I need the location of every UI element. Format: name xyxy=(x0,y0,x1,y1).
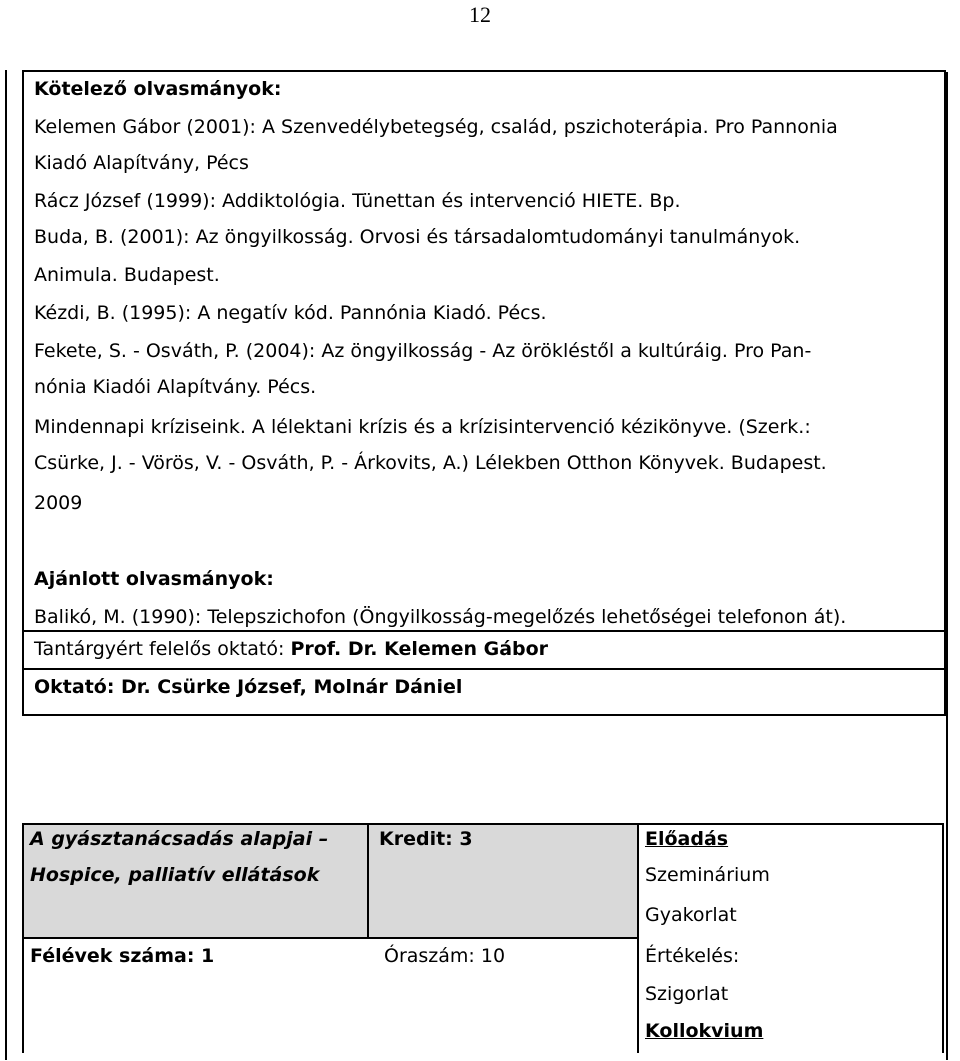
table-border xyxy=(22,823,944,825)
course-title-line1: A gyásztanácsadás alapjai – xyxy=(30,828,329,850)
required-reading-line: Csürke, J. - Vörös, V. - Osváth, P. - Árkovits, A.) Lélekben Otthon Könyvek. Budapest. xyxy=(34,452,827,474)
required-reading-line: Rácz József (1999): Addiktológia. Tünettan és intervenció HIETE. Bp. xyxy=(34,190,681,212)
eval-option-colloquium: Kollokvium xyxy=(645,1020,764,1042)
course-title-line2: Hospice, palliatív ellátások xyxy=(30,864,320,886)
table-border xyxy=(942,823,944,1053)
recommended-reading-heading: Ajánlott olvasmányok: xyxy=(34,568,274,590)
page-number: 12 xyxy=(469,2,491,27)
required-reading-line: Kelemen Gábor (2001): A Szenvedélybetegség, család, pszichoterápia. Pro Pannonia xyxy=(34,116,838,138)
required-reading-line: Kiadó Alapítvány, Pécs xyxy=(34,152,249,174)
semesters-label: Félévek száma: 1 xyxy=(30,945,215,967)
course-info-table xyxy=(22,823,944,1053)
reading-list-box xyxy=(22,70,946,716)
required-reading-line: Mindennapi kríziseink. A lélektani krízis és a krízisintervenció kézikönyve. (Szerk.: xyxy=(34,416,811,438)
required-reading-line: Buda, B. (2001): Az öngyilkosság. Orvosi és társadalomtudományi tanulmányok. xyxy=(34,226,801,248)
table-border xyxy=(637,823,639,1053)
eval-option-rigorosum: Szigorlat xyxy=(645,983,729,1005)
required-reading-line: Fekete, S. - Osváth, P. (2004): Az öngyilkosság - Az örökléstől a kultúráig. Pro Pan- xyxy=(34,340,812,362)
credit-label: Kredit: 3 xyxy=(379,828,473,850)
table-border xyxy=(22,937,637,939)
required-reading-line: Animula. Budapest. xyxy=(34,264,220,286)
responsible-name: Prof. Dr. Kelemen Gábor xyxy=(290,638,549,660)
required-reading-line: 2009 xyxy=(34,492,83,514)
required-reading-line: nónia Kiadói Alapítvány. Pécs. xyxy=(34,376,317,398)
page-left-border xyxy=(5,70,7,1060)
page-right-border xyxy=(946,72,948,1060)
table-border xyxy=(367,823,369,937)
type-option-lecture: Előadás xyxy=(645,828,729,850)
required-reading-heading: Kötelező olvasmányok: xyxy=(34,78,282,100)
responsible-label: Tantárgyért felelős oktató: xyxy=(34,638,291,660)
type-option-practice: Gyakorlat xyxy=(645,904,737,926)
evaluation-label: Értékelés: xyxy=(645,945,740,967)
teacher-line: Oktató: Dr. Csürke József, Molnár Dániel xyxy=(34,676,463,698)
required-reading-line: Kézdi, B. (1995): A negatív kód. Pannónia Kiadó. Pécs. xyxy=(34,302,547,324)
hours-label: Óraszám: 10 xyxy=(384,945,506,967)
recommended-reading-line: Balikó, M. (1990): Telepszichofon (Öngyilkosság-megelőzés lehetőségei telefonon át). xyxy=(34,606,847,628)
table-border xyxy=(22,823,24,1053)
separator xyxy=(24,668,944,670)
type-option-seminar: Szeminárium xyxy=(645,864,770,886)
responsible-teacher xyxy=(34,636,548,662)
separator xyxy=(24,630,944,632)
